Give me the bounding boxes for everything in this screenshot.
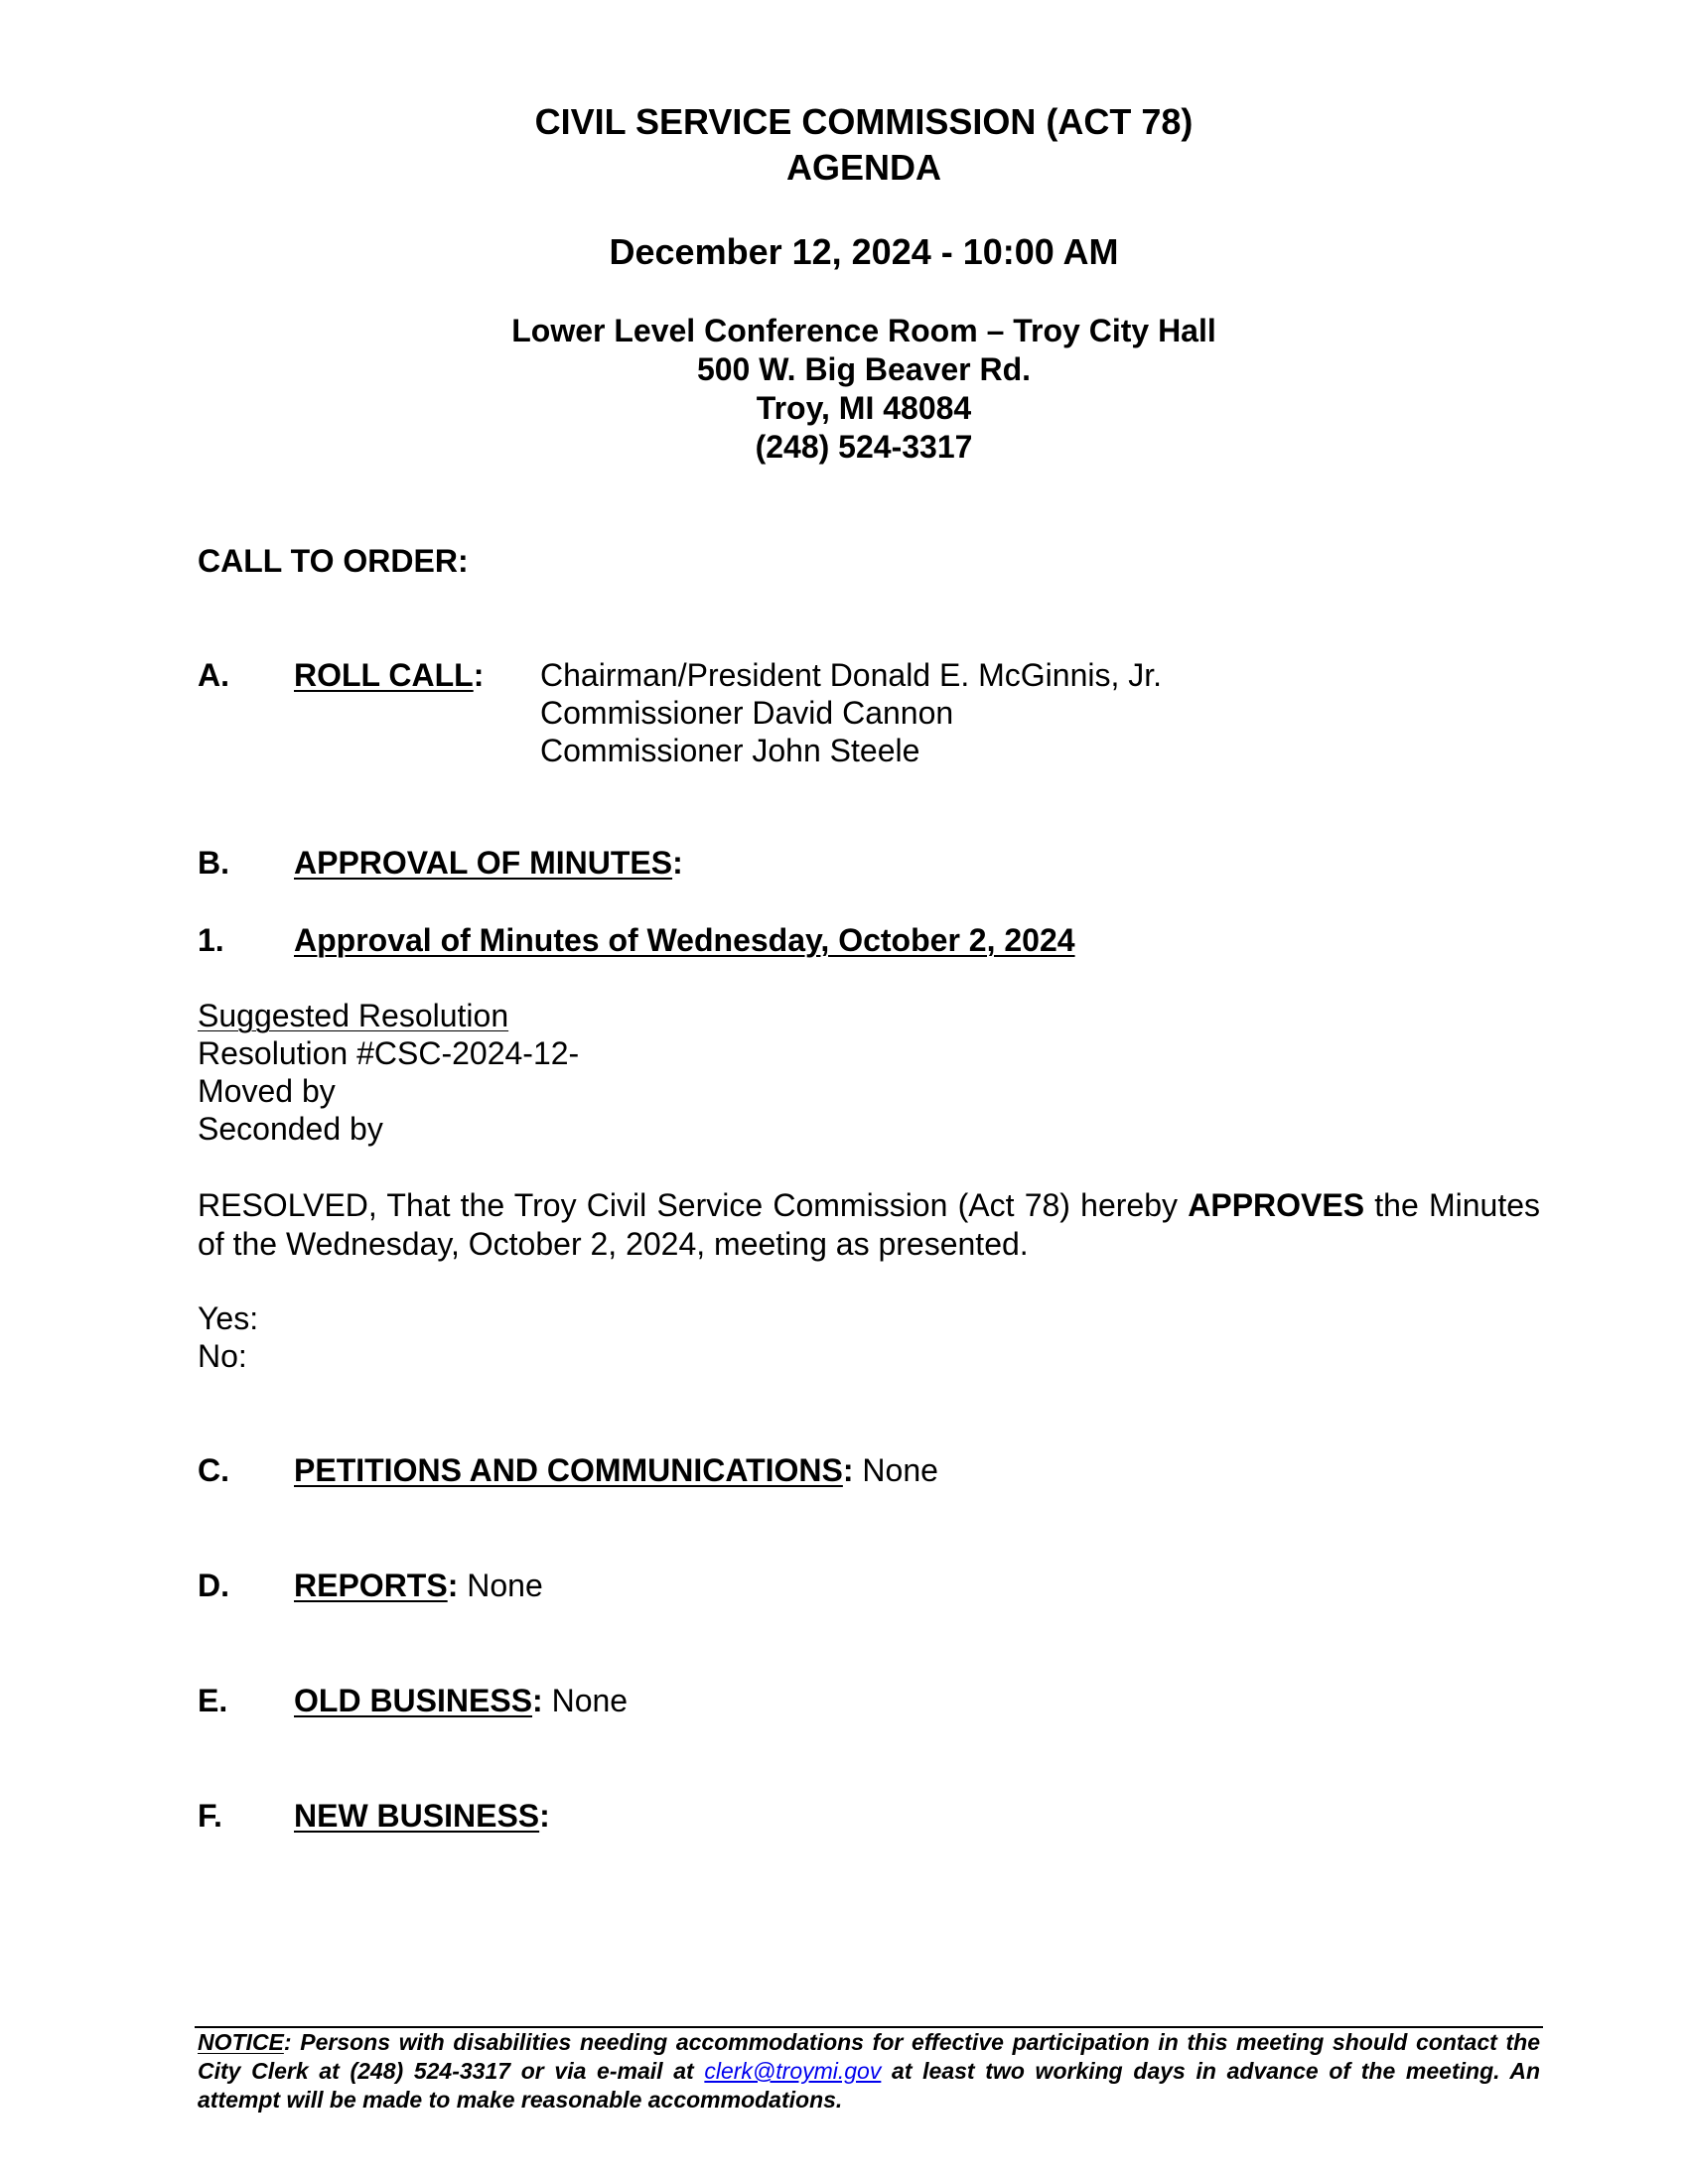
meeting-street: 500 W. Big Beaver Rd.	[696, 351, 1032, 387]
call-to-order: CALL TO ORDER:	[198, 543, 469, 579]
roll-call-member: Commissioner John Steele	[540, 733, 920, 768]
section-e-letter: E.	[198, 1683, 228, 1718]
meeting-city: Troy, MI 48084	[756, 390, 972, 426]
agenda-title: CIVIL SERVICE COMMISSION (ACT 78)	[534, 101, 1194, 142]
vote-yes: Yes:	[198, 1300, 259, 1336]
section-d-letter: D.	[198, 1568, 229, 1603]
section-f-letter: F.	[198, 1798, 222, 1834]
section-d-heading: REPORTS: None	[294, 1568, 543, 1603]
section-f-heading: NEW BUSINESS:	[294, 1798, 550, 1834]
suggested-resolution-label: Suggested Resolution	[198, 998, 509, 1033]
meeting-phone: (248) 524-3317	[755, 429, 973, 465]
seconded-by: Seconded by	[198, 1111, 383, 1147]
roll-call-member: Chairman/President Donald E. McGinnis, Jr.	[540, 657, 1163, 693]
clerk-email-link[interactable]: clerk@troymi.gov	[704, 2058, 882, 2084]
section-a-heading: ROLL CALL:	[294, 657, 485, 693]
moved-by: Moved by	[198, 1073, 336, 1109]
vote-no: No:	[198, 1338, 247, 1374]
section-c-letter: C.	[198, 1452, 229, 1488]
agenda-subtitle: AGENDA	[785, 147, 941, 188]
section-b-letter: B.	[198, 845, 229, 881]
meeting-location: Lower Level Conference Room – Troy City Hall	[511, 313, 1216, 348]
section-b-heading: APPROVAL OF MINUTES:	[294, 845, 683, 881]
roll-call-member: Commissioner David Cannon	[540, 695, 954, 731]
resolution-number: Resolution #CSC-2024-12-	[198, 1035, 580, 1071]
meeting-date-time: December 12, 2024 - 10:00 AM	[609, 231, 1119, 272]
item-1-heading: Approval of Minutes of Wednesday, October 2, 2024	[294, 922, 1075, 958]
resolution-text: RESOLVED, That the Troy Civil Service Commission (Act 78) hereby APPROVES the Minutes of the Wednesday, October 2, 2024, meeting as presented.	[198, 1187, 1541, 1262]
item-1-number: 1.	[198, 922, 224, 958]
section-a-letter: A.	[198, 657, 229, 693]
accessibility-notice: NOTICE: Persons with disabilities needing accommodations for effective participation in this meeting should contact the City Clerk at (248) 524-3317 or via e-mail at clerk@troymi.gov at least two working days in advance of the meeting. An attempt will be made to make reasonable accommodations.	[198, 2029, 1540, 2113]
section-e-heading: OLD BUSINESS: None	[294, 1683, 629, 1718]
section-c-heading: PETITIONS AND COMMUNICATIONS: None	[294, 1452, 938, 1488]
